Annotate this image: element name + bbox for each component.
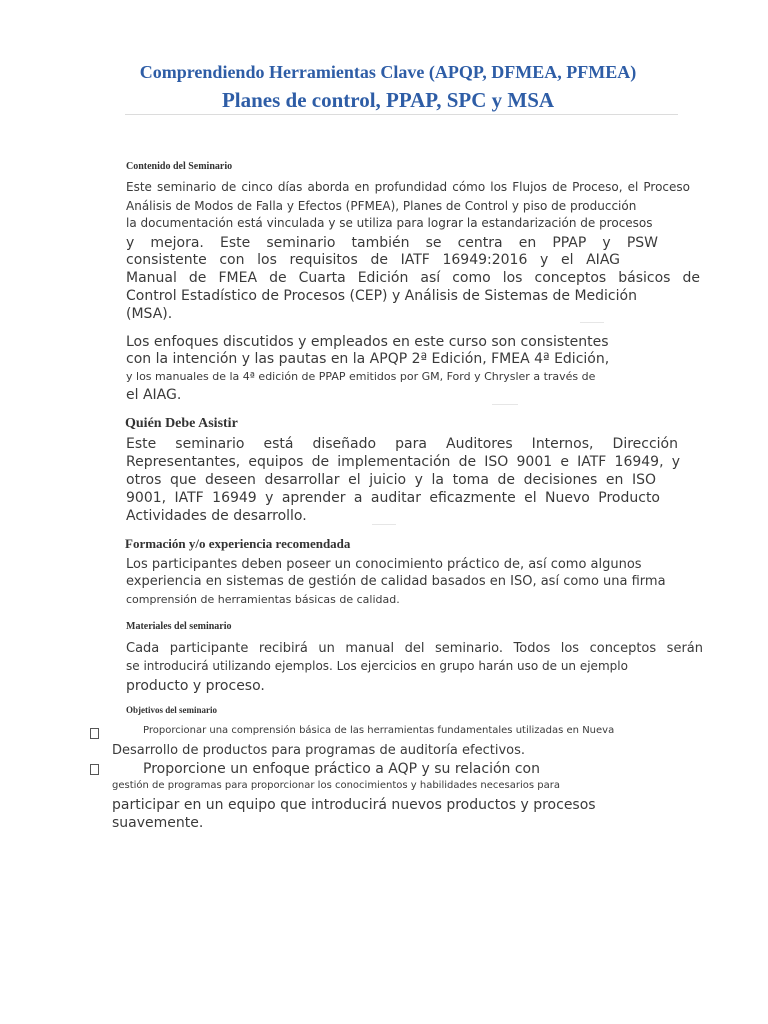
bullet-box-icon [90,728,99,739]
document-subtitle: Planes de control, PPAP, SPC y MSA [221,88,555,112]
paragraph-line: experiencia en sistemas de gestión de calidad basados en ISO, así como una firma [126,574,666,589]
paragraph-line: otros que deseen desarrollar el juicio y la toma de decisiones en ISO [126,472,656,488]
section-heading-materials: Materiales del seminario [126,621,232,632]
bullet-line: gestión de programas para proporcionar los conocimientos y habilidades necesarios para [112,780,560,791]
paragraph-line: comprensión de herramientas básicas de calidad. [126,593,400,606]
paragraph-line: Actividades de desarrollo. [126,508,307,524]
bullet-line: participar en un equipo que introducirá nuevos productos y procesos [112,797,596,813]
scan-speck [372,524,396,525]
scan-speck [580,322,604,323]
paragraph-line: Este seminario de cinco días aborda en profundidad cómo los Flujos de Proceso, el Proceso [126,180,690,194]
paragraph-line: Los participantes deben poseer un conocimiento práctico de, así como algunos [126,557,642,572]
paragraph-line: producto y proceso. [126,678,265,694]
paragraph-line: Cada participante recibirá un manual del seminario. Todos los conceptos serán [126,641,703,656]
bullet-line: Proporcionar una comprensión básica de las herramientas fundamentales utilizadas en Nueva [143,725,615,736]
section-heading-content: Contenido del Seminario [126,161,233,172]
paragraph-line: con la intención y las pautas en la APQP 2ª Edición, FMEA 4ª Edición, [126,351,610,367]
paragraph-line: Este seminario está diseñado para Auditores Internos, Dirección [126,436,678,452]
paragraph-line: se introducirá utilizando ejemplos. Los ejercicios en grupo harán uso de un ejemplo [126,659,628,673]
scan-speck [492,404,518,405]
paragraph-line: Análisis de Modos de Falla y Efectos (PFMEA), Planes de Control y piso de producción [126,199,637,213]
paragraph-line: Control Estadístico de Procesos (CEP) y Análisis de Sistemas de Medición [126,288,637,304]
bullet-line: suavemente. [112,815,204,831]
bullet-box-icon [90,764,99,775]
section-heading-attend: Quién Debe Asistir [125,416,238,431]
paragraph-line: consistente con los requisitos de IATF 16949:2016 y el AIAG [126,252,620,268]
title-divider [125,114,678,115]
section-heading-training: Formación y/o experiencia recomendada [125,536,351,551]
paragraph-line: y los manuales de la 4ª edición de PPAP emitidos por GM, Ford y Chrysler a través de [126,370,596,383]
section-heading-objectives: Objetivos del seminario [126,705,217,715]
paragraph-line: Representantes, equipos de implementación de ISO 9001 e IATF 16949, y [126,454,680,470]
paragraph-line: y mejora. Este seminario también se centra en PPAP y PSW [126,235,658,251]
bullet-line: Desarrollo de productos para programas de auditoría efectivos. [112,743,525,758]
paragraph-line: (MSA). [126,306,173,322]
paragraph-line: la documentación está vinculada y se utiliza para lograr la estandarización de procesos [126,216,653,230]
paragraph-line: Los enfoques discutidos y empleados en este curso son consistentes [126,334,609,350]
paragraph-line: Manual de FMEA de Cuarta Edición así como los conceptos básicos de [126,270,700,286]
bullet-line: Proporcione un enfoque práctico a AQP y su relación con [143,761,540,777]
document-title: Comprendiendo Herramientas Clave (APQP, DFMEA, PFMEA) [139,62,637,82]
paragraph-line: el AIAG. [126,387,182,403]
paragraph-line: 9001, IATF 16949 y aprender a auditar eficazmente el Nuevo Producto [126,490,660,506]
